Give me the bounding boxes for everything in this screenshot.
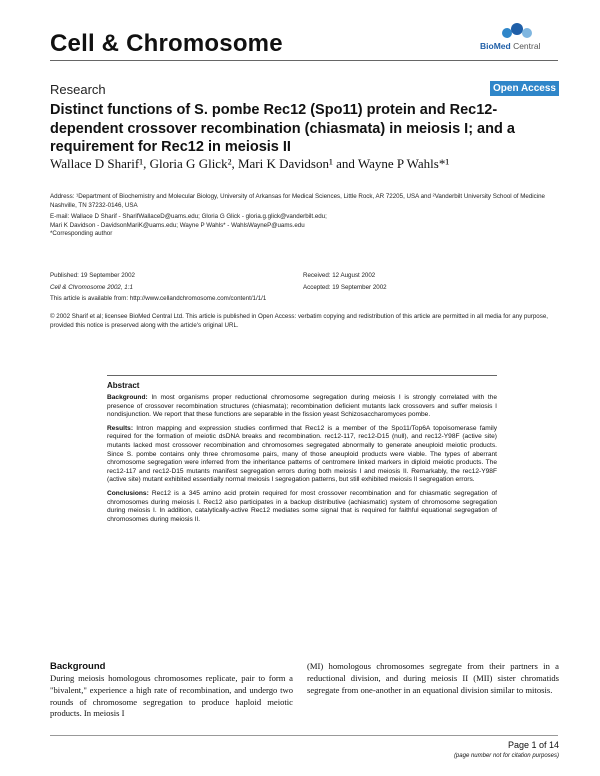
- page-number: Page 1 of 14: [507, 740, 559, 750]
- open-access-badge: Open Access: [490, 81, 559, 96]
- publisher-logo: [478, 22, 558, 54]
- abstract-rule: [107, 375, 497, 376]
- received-date: Received: 12 August 2002: [303, 272, 376, 279]
- abstract-background: [107, 394, 497, 420]
- abstract-background-label: Background:: [107, 394, 148, 401]
- journal-title: Cell & Chromosome: [50, 30, 283, 57]
- email-line-2: Mari K Davidson - DavidsonMariK@uams.edu; Wayne P Wahls* - WahlsWayneP@uams.edu: [50, 221, 305, 229]
- abstract-conclusions-label: Conclusions:: [107, 489, 149, 497]
- citation: Cell & Chromosome 2002, 1:1: [50, 283, 133, 291]
- background-heading: Background: [50, 661, 106, 672]
- body-column-right: (MI) homologous chromosomes segregate from their partners in a reductional division, and during meiosis II (MII) sister chromatids segregate from one-another in an equational division similar to mitosis.: [307, 661, 559, 695]
- abstract-results: [107, 425, 497, 485]
- abstract-results-text: Intron mapping and expression studies confirmed that Rec12 is a member of the Spo11/Top6A topoisomerase family required for the formation of meiotic dsDNA breaks and recombination. rec12-117, rec12-D15 (null), and rec12-Y98F (active site) mutants lacked most crossover recombination and chromosomes segregated abnormally to generate aneuploid meiotic products. Since S. pombe contains only three chromosome pairs, many of those aneuploid products were viable. The types of aberrant chromosome segregation were inferred from the inheritance patterns of centromere linked markers in diploid meiotic products. The rec12-117 and rec12-D15 mutants manifest segregation errors during both meiosis I and meiosis II. Remarkably, the rec12-Y98F (active site) mutant exhibited essentially normal meiosis I segregation patterns, but still exhibited meiosis II segregation errors.: [107, 424, 497, 484]
- abstract-box: [107, 381, 497, 529]
- biomed-logo-icon: [500, 22, 534, 40]
- copyright-notice: © 2002 Sharif et al; licensee BioMed Central Ltd. This article is published in Open Access: verbatim copying and redistribution of this article are permitted in all media for any purpose, provided this notice is preserved along with the article's original URL.: [50, 313, 548, 329]
- publication-meta: [50, 272, 300, 292]
- abstract-heading: Abstract: [107, 381, 140, 390]
- article-title: Distinct functions of S. pombe Rec12 (Spo11) protein and Rec12-dependent crossover recombination (chiasmata) in meiosis I; and a requirement for Rec12 in meiosis II: [50, 102, 515, 155]
- section-label: Research: [50, 82, 106, 97]
- abstract-background-text: In most organisms proper reductional chromosome segregation during meiosis I is strongly correlated with the presence of crossover recombination structures (chiasmata); recombination deficient mutants lack crossovers and suffer meiosis I nondisjunction. We report that these functions are separable in the fission yeast Schizosaccharomyces pombe.: [107, 394, 497, 419]
- abstract-conclusions-text: Rec12 is a 345 amino acid protein required for most crossover recombination and for chiasmatic segregation of chromosomes during meiosis I. Rec12 also participates in a backup distributive (achiasmatic) system of chromosome segregation during meiosis I. In addition, catalytically-active Rec12 mediates some signal that is required for faithful equational segregation of chromosomes during meiosis II.: [107, 489, 497, 523]
- abstract-results-label: Results:: [107, 424, 134, 432]
- author-list: Wallace D Sharif¹, Gloria G Glick², Mari K Davidson¹ and Wayne P Wahls*¹: [50, 156, 450, 171]
- accepted-date: Accepted: 19 September 2002: [303, 283, 387, 291]
- footer-rule: [50, 735, 558, 736]
- body-column-left: During meiosis homologous chromosomes replicate, pair to form a "bivalent," experience a high rate of recombination, and undergo two rounds of chromosome segregation to produce haploid meiotic products. In meiosis I: [50, 673, 293, 719]
- publisher-bio: BioMed: [480, 41, 511, 51]
- author-address: Address: ¹Department of Biochemistry and Molecular Biology, University of Arkansas for Medical Sciences, Little Rock, AR 72205, USA and ²Vanderbilt University School of Medicine Nashville, TN 37232-0146, USA: [50, 193, 545, 209]
- corresponding-author: *Corresponding author: [50, 230, 113, 238]
- page-number-note: (page number not for citation purposes): [453, 753, 559, 759]
- author-emails: [50, 213, 560, 239]
- published-date: Published: 19 September 2002: [50, 272, 135, 279]
- header-rule: [50, 60, 558, 61]
- article-url[interactable]: This article is available from: http://www.cellandchromosome.com/content/1/1/1: [50, 295, 267, 302]
- publisher-name: [480, 41, 540, 51]
- review-meta: [303, 272, 553, 292]
- email-line-1: E-mail: Wallace D Sharif - SharifWallaceD@uams.edu; Gloria G Glick - gloria.g.glick@vanderbilt.edu;: [50, 213, 327, 220]
- abstract-conclusions: [107, 490, 497, 524]
- publisher-central: Central: [510, 41, 541, 51]
